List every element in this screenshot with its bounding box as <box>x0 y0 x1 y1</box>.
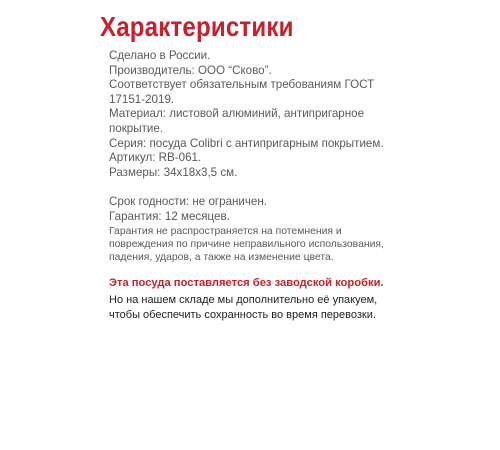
spec-sizes: Размеры: 34х18х3,5 см. <box>109 165 238 179</box>
spec-article: Артикул: RB-061. <box>109 151 202 165</box>
spec-gost-line2: 17151-2019. <box>109 92 175 106</box>
warranty-shelf-life: Срок годности: не ограничен. <box>109 195 268 209</box>
spec-made-in: Сделано в России. <box>109 49 211 62</box>
notice-body-line2: чтобы обеспечить сохранность во время перевозки. <box>109 309 376 321</box>
spec-series: Серия: посуда Colibri с антипригарным покрытием. <box>109 136 384 150</box>
spec-material-line2: покрытие. <box>109 121 164 135</box>
packaging-notice <box>109 276 489 323</box>
warranty-note-line3: падения, ударов, а также на изменение цвета. <box>109 252 334 264</box>
warranty-note-line2: повреждения по причине неправильного использования, <box>109 238 384 250</box>
notice-body <box>109 293 489 323</box>
warranty-guarantee: Гарантия: 12 месяцев. <box>109 209 230 223</box>
specs-section <box>109 49 489 265</box>
page-title: Характеристики <box>100 11 294 42</box>
spec-material-line1: Материал: листовой алюминий, антипригарное <box>109 107 365 121</box>
notice-body-line1: Но на нашем складе мы дополнительно её упакуем, <box>109 294 378 306</box>
spec-manufacturer: Производитель: ООО “Сково”. <box>109 63 272 77</box>
section-spacer <box>109 180 489 195</box>
spec-gost-line1: Соответствует обязательным требованиям ГОСТ <box>109 78 375 92</box>
warranty-note-line1: Гарантия не распространяется на потемнения и <box>109 225 342 237</box>
notice-headline: Эта посуда поставляется без заводской коробки. <box>109 277 384 289</box>
